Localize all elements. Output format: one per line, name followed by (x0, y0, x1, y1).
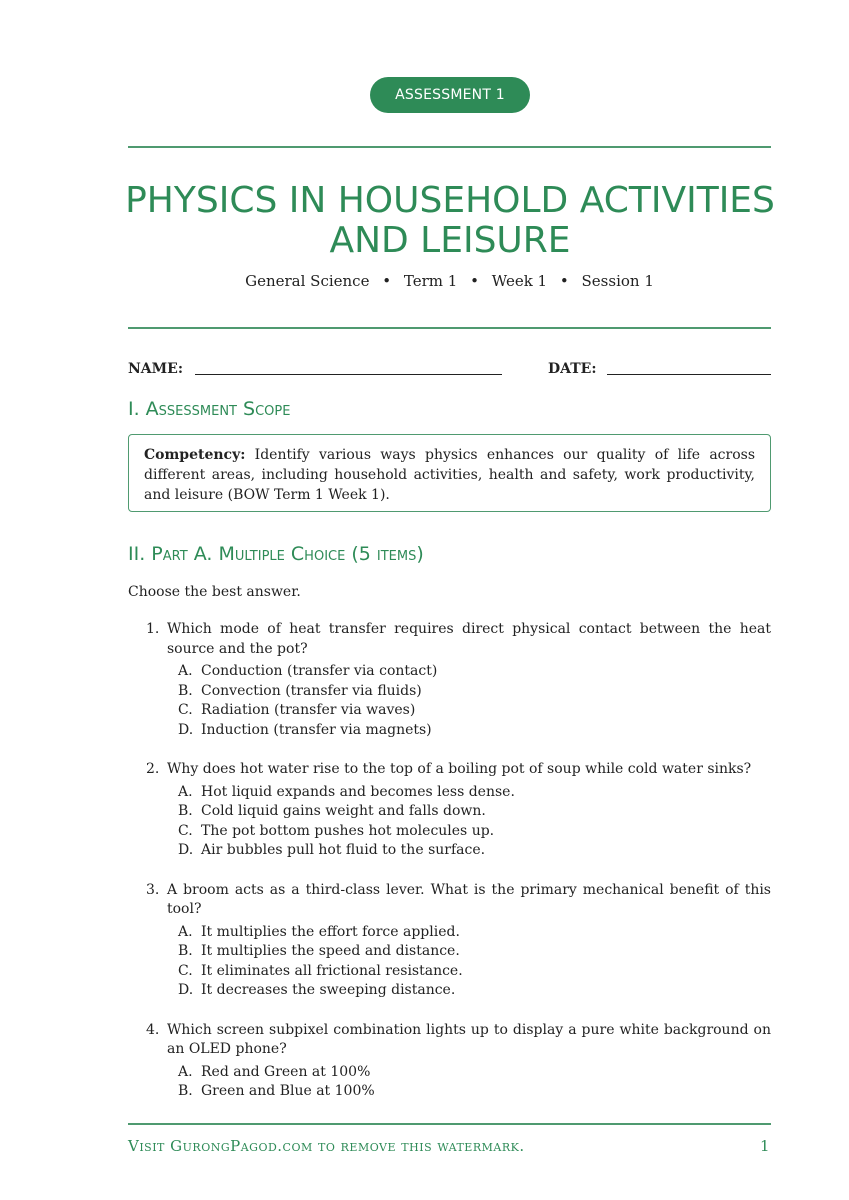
question-list (128, 620, 771, 1122)
answer-option[interactable] (128, 1063, 771, 1083)
session-label: Session 1 (581, 272, 654, 290)
answer-option[interactable] (128, 981, 771, 1001)
title-line-2: AND LEISURE (329, 220, 571, 261)
option-text: Conduction (transfer via contact) (201, 663, 438, 679)
option-text: It multiplies the effort force applied. (201, 923, 460, 940)
option-text: Hot liquid expands and becomes less dense. (201, 783, 515, 800)
answer-option[interactable] (128, 962, 771, 982)
question-number: 4. (146, 1021, 160, 1038)
option-letter: C. (178, 962, 193, 979)
question-item (128, 881, 771, 1001)
option-list (128, 923, 771, 1001)
separator-dot: • (559, 272, 569, 290)
assessment-badge: ASSESSMENT 1 (370, 77, 530, 113)
name-label: NAME: (128, 361, 183, 377)
question-text: Why does hot water rise to the top of a boiling pot of soup while cold water sinks? (167, 761, 752, 777)
page-title (120, 181, 780, 261)
option-text: Air bubbles pull hot fluid to the surface. (201, 842, 486, 858)
option-list (128, 783, 771, 861)
separator-dot: • (382, 272, 392, 290)
subtitle (128, 272, 771, 290)
option-list (128, 1063, 771, 1102)
option-letter: D. (178, 721, 194, 738)
header-divider (128, 327, 771, 329)
competency-box (128, 434, 771, 512)
option-letter: B. (178, 682, 193, 699)
answer-option[interactable] (128, 701, 771, 721)
top-divider (128, 146, 771, 148)
option-text: It eliminates all frictional resistance. (201, 962, 463, 979)
competency-label: Competency: (144, 447, 246, 463)
question-number: 1. (146, 621, 160, 637)
date-label: DATE: (548, 361, 597, 377)
answer-option[interactable] (128, 1082, 771, 1102)
answer-option[interactable] (128, 841, 771, 861)
option-letter: A. (178, 1063, 193, 1080)
option-letter: B. (178, 943, 193, 959)
answer-option[interactable] (128, 942, 771, 962)
option-text: The pot bottom pushes hot molecules up. (201, 822, 495, 839)
question-text: Which screen subpixel combination lights up to display a pure white background on an OLED phone? (167, 1021, 771, 1057)
option-list (128, 662, 771, 740)
page-number: 1 (760, 1137, 770, 1155)
option-text: It multiplies the speed and distance. (201, 943, 460, 959)
subject-label: General Science (245, 272, 370, 290)
answer-option[interactable] (128, 923, 771, 943)
footer-divider (128, 1123, 771, 1125)
option-text: Green and Blue at 100% (201, 1083, 375, 1099)
section-heading-multiple-choice: II. Part A. Multiple Choice (5 items) (128, 543, 424, 565)
option-text: Convection (transfer via fluids) (201, 682, 422, 699)
option-letter: A. (178, 663, 193, 679)
title-line-1: PHYSICS IN HOUSEHOLD ACTIVITIES (125, 180, 775, 221)
option-letter: B. (178, 803, 193, 819)
answer-option[interactable] (128, 822, 771, 842)
answer-option[interactable] (128, 802, 771, 822)
date-field[interactable] (607, 374, 771, 375)
option-text: Cold liquid gains weight and falls down. (201, 803, 486, 819)
question-text: Which mode of heat transfer requires direct physical contact between the heat source and the pot? (167, 621, 771, 657)
separator-dot: • (470, 272, 479, 290)
option-letter: B. (178, 1083, 193, 1099)
name-field[interactable] (195, 374, 502, 375)
question-item (128, 620, 771, 740)
option-letter: C. (178, 822, 193, 839)
question-number: 3. (146, 881, 160, 898)
section-heading-scope: I. Assessment Scope (128, 398, 291, 420)
option-letter: D. (178, 842, 194, 858)
option-letter: A. (178, 923, 193, 940)
option-letter: D. (178, 982, 194, 998)
watermark-link[interactable]: Visit GurongPagod.com to remove this watermark. (128, 1137, 525, 1155)
question-item (128, 1021, 771, 1102)
question-text: A broom acts as a third-class lever. What is the primary mechanical benefit of this tool? (167, 881, 771, 917)
answer-option[interactable] (128, 682, 771, 702)
option-text: Red and Green at 100% (201, 1063, 371, 1080)
option-text: Radiation (transfer via waves) (201, 702, 416, 718)
option-text: Induction (transfer via magnets) (201, 721, 432, 738)
instructions: Choose the best answer. (128, 584, 301, 600)
option-letter: A. (178, 783, 193, 800)
option-letter: C. (178, 702, 193, 718)
competency-text: Identify various ways physics enhances our quality of life across different areas, including household activities, health and safety, work productivity, and leisure (BOW Term 1 Week 1). (144, 447, 756, 503)
week-label: Week 1 (491, 272, 548, 290)
answer-option[interactable] (128, 662, 771, 682)
answer-option[interactable] (128, 783, 771, 803)
term-label: Term 1 (403, 272, 458, 290)
answer-option[interactable] (128, 721, 771, 741)
option-text: It decreases the sweeping distance. (201, 982, 456, 998)
question-item (128, 760, 771, 861)
question-number: 2. (146, 761, 160, 777)
